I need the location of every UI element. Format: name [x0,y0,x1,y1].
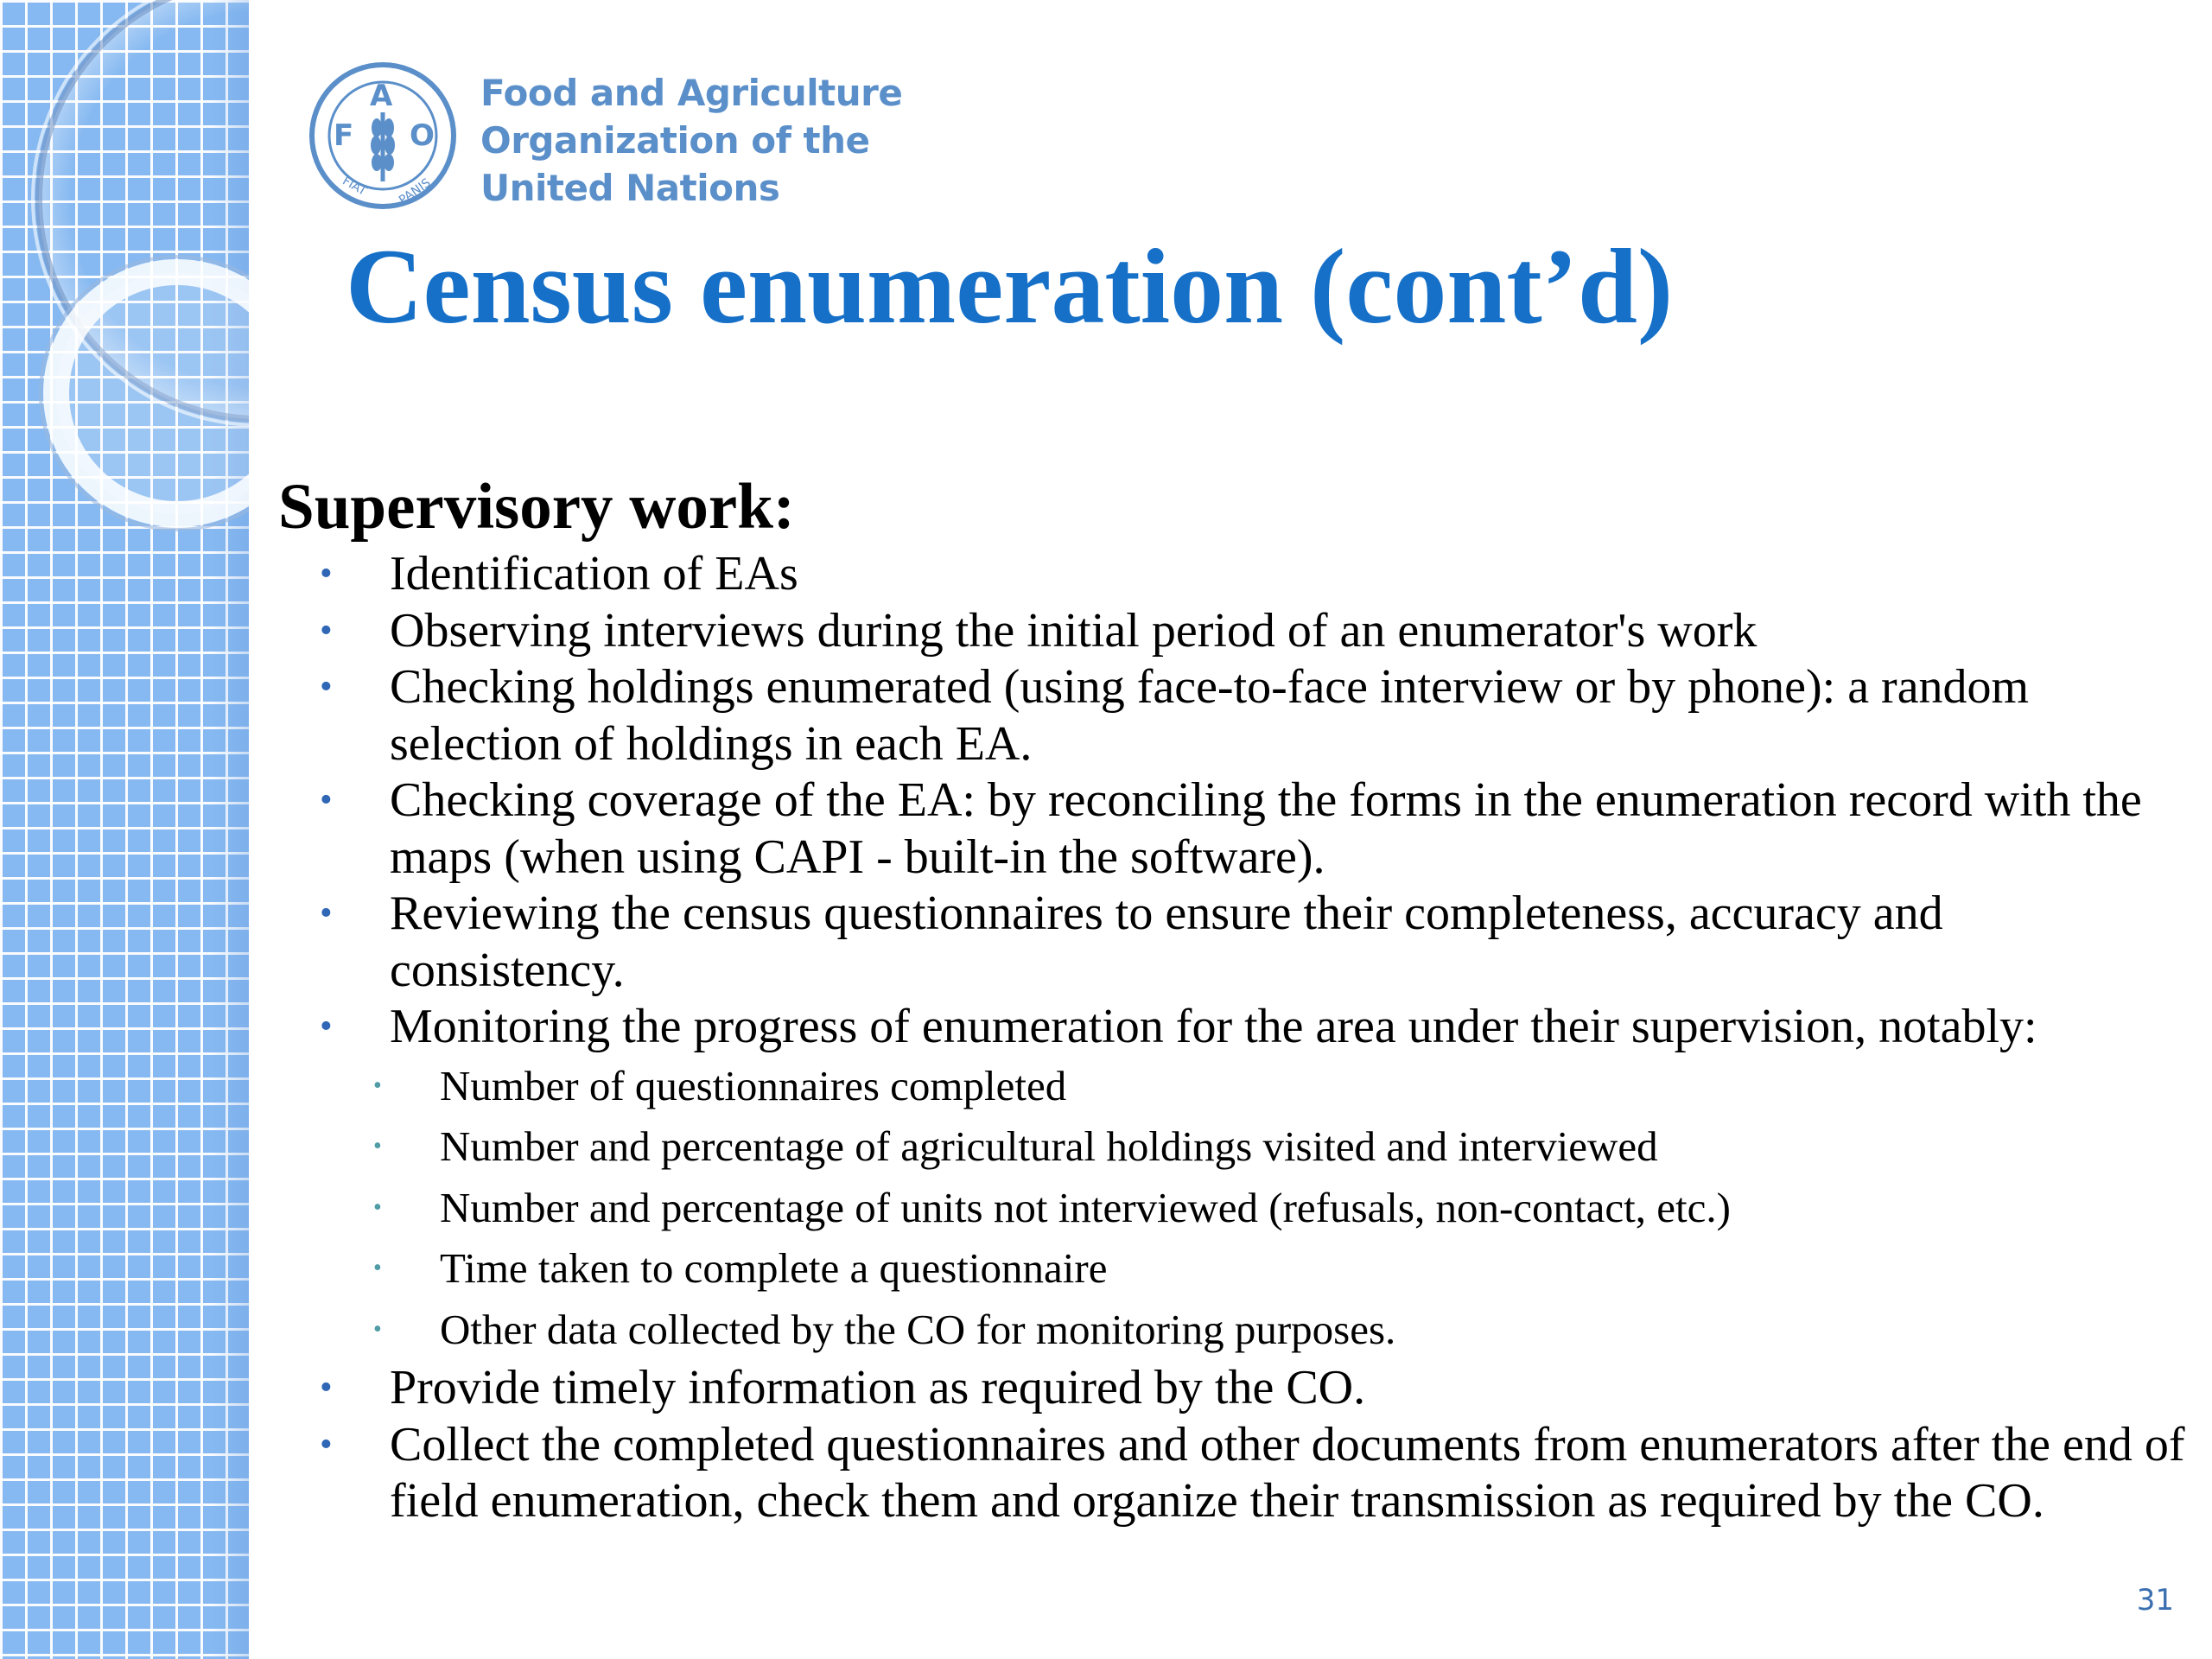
org-name-line: United Nations [480,167,780,209]
sub-list-item [320,1116,2186,1178]
list-item [320,999,2186,1056]
bullet-icon: • [320,893,333,933]
list-item-text: Checking coverage of the EA: by reconciling the forms in the enumeration record with the maps (when using CAPI - built-in the software). [390,773,2142,884]
section-heading: Supervisory work: [278,471,795,543]
bullet-icon: • [320,1424,333,1465]
list-item [320,659,2186,772]
sub-bullet-icon: • [373,1071,382,1099]
page-number: 31 [2136,1583,2174,1618]
sub-list-item [320,1300,2186,1361]
svg-text:O: O [410,118,435,153]
bullet-list [320,1360,2186,1530]
list-item [320,603,2186,660]
organization-name [480,69,902,212]
list-item [320,546,2186,603]
sub-bullet-list [320,1056,2186,1361]
sub-list-item-text: Other data collected by the CO for monitoring purposes. [440,1305,1396,1353]
sub-bullet-icon: • [373,1133,382,1160]
sub-list-item-text: Time taken to complete a questionnaire [440,1244,1108,1292]
list-item [320,1417,2186,1530]
sub-list-item [320,1238,2186,1300]
bullet-icon: • [320,554,333,594]
org-name-line: Organization of the [480,119,870,162]
decorative-rings [0,0,249,553]
sub-list-item [320,1056,2186,1117]
bullet-icon: • [320,780,333,820]
list-item-text: Observing interviews during the initial period of an enumerator's work [390,603,1758,658]
list-item [320,772,2186,886]
sub-list-item-text: Number of questionnaires completed [440,1061,1067,1109]
svg-text:PANIS: PANIS [396,175,434,208]
svg-text:F: F [334,118,354,153]
list-item [320,886,2186,999]
list-item [320,1360,2186,1417]
sub-bullet-icon: • [373,1315,382,1343]
sub-list-item-text: Number and percentage of agricultural holdings visited and interviewed [440,1122,1658,1170]
list-item-text: Provide timely information as required by the CO. [390,1361,1366,1414]
decorative-grid-strip [0,0,249,1659]
svg-text:A: A [370,79,393,113]
bullet-icon: • [320,667,333,707]
list-item-text: Monitoring the progress of enumeration for the area under their supervision, notably: [390,1000,2037,1053]
bullet-list [320,546,2186,1056]
bullet-content [320,546,2186,1530]
bullet-icon: • [320,610,333,651]
fao-logo [308,60,458,211]
bullet-icon: • [320,1368,333,1408]
list-item-text: Checking holdings enumerated (using face-to-face interview or by phone): a random selection of holdings in each EA. [390,660,2030,771]
list-item-text: Reviewing the census questionnaires to ensure their completeness, accuracy and consistency. [390,887,1943,997]
bullet-icon: • [320,1007,333,1046]
sub-list-item-text: Number and percentage of units not interviewed (refusals, non-contact, etc.) [440,1183,1731,1231]
sub-bullet-icon: • [373,1193,382,1221]
sub-bullet-icon: • [373,1255,382,1281]
svg-text:FIAT: FIAT [340,174,369,199]
org-name-line: Food and Agriculture [480,72,903,114]
list-item-text: Collect the completed questionnaires and other documents from enumerators after the end of field enumeration, check them and organize their transmission as required by the CO. [390,1417,2185,1528]
slide-title: Census enumeration (cont’d) [346,227,1674,346]
list-item-text: Identification of EAs [390,547,798,601]
sub-list-item [320,1178,2186,1239]
